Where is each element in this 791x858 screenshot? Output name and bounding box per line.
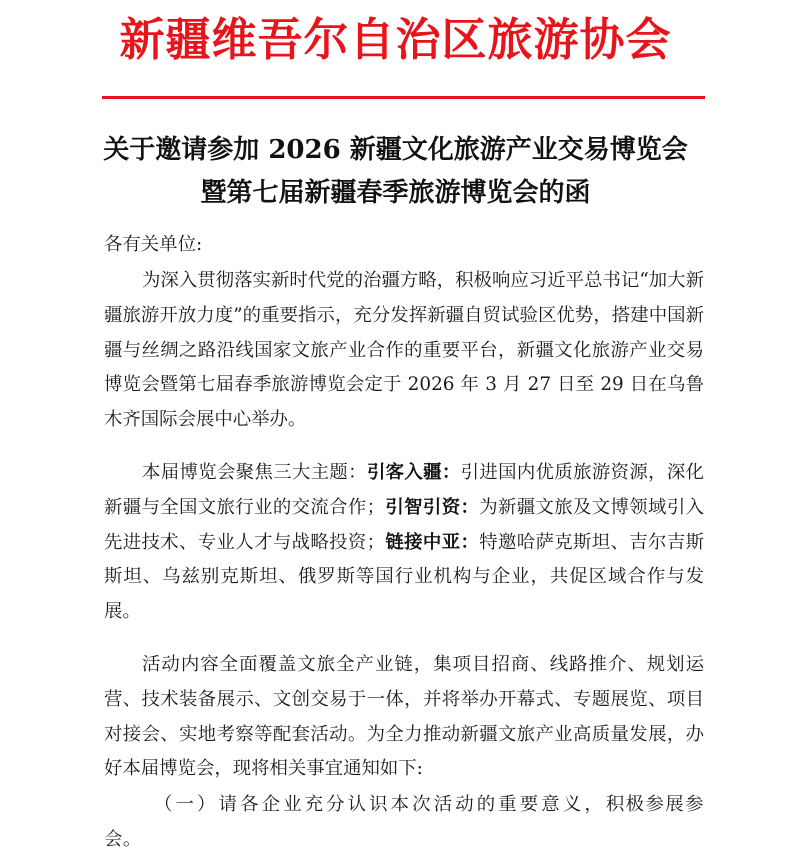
item-1-tail: 积极参展参会。 — [104, 794, 704, 850]
theme-1-label: 引客入疆： — [366, 462, 461, 483]
theme-1-text: 引进国内优质旅游资源，深化新疆与全国文旅行业的交流合作； — [104, 462, 704, 518]
item-1-head: （一）请各企业充分认识本次活动的重要意义， — [154, 794, 606, 815]
theme-3-text: 特邀哈萨克斯坦、吉尔吉斯斯坦、乌兹别克斯坦、俄罗斯等国行业机构与企业，共促区域合作与发展。 — [104, 531, 704, 623]
paragraph-item-1 — [104, 788, 704, 858]
organization-header: 新疆维吾尔自治区旅游协会 — [119, 13, 672, 66]
paragraph-themes — [104, 456, 704, 630]
document-title-line-2: 暨第七届新疆春季旅游博览会的函 — [200, 178, 591, 208]
header-divider — [102, 96, 705, 99]
paragraph-background: 为深入贯彻落实新时代党的治疆方略，积极响应习近平总书记“加大新疆旅游开放力度”的重要指示，充分发挥新疆自贸试验区优势，搭建中国新疆与丝绸之路沿线国家文旅产业合作的重要平台，新疆文化旅游产业交易博览会暨第七届春季旅游博览会定于 2026 年 3 月 27 日至 29 日在乌鲁木齐国际会展中心举办。 — [104, 270, 704, 431]
document-title-line-1: 关于邀请参加 2026 新疆文化旅游产业交易博览会 — [103, 135, 688, 165]
theme-3-label: 链接中亚： — [385, 531, 480, 553]
themes-intro: 本届博览会聚焦三大主题： — [142, 462, 367, 483]
theme-2-label: 引智引资： — [385, 496, 480, 518]
theme-2-text: 为新疆文旅及文博领域引入先进技术、专业人才与战略投资； — [104, 496, 704, 553]
salutation: 各有关单位: — [104, 234, 203, 255]
paragraph-activities: 活动内容全面覆盖文旅全产业链，集项目招商、线路推介、规划运营、技术装备展示、文创交易于一体，并将举办开幕式、专题展览、项目对接会、实地考察等配套活动。为全力推动新疆文旅产业高质量发展，办好本届博览会，现将相关事宜通知如下: — [104, 654, 704, 780]
